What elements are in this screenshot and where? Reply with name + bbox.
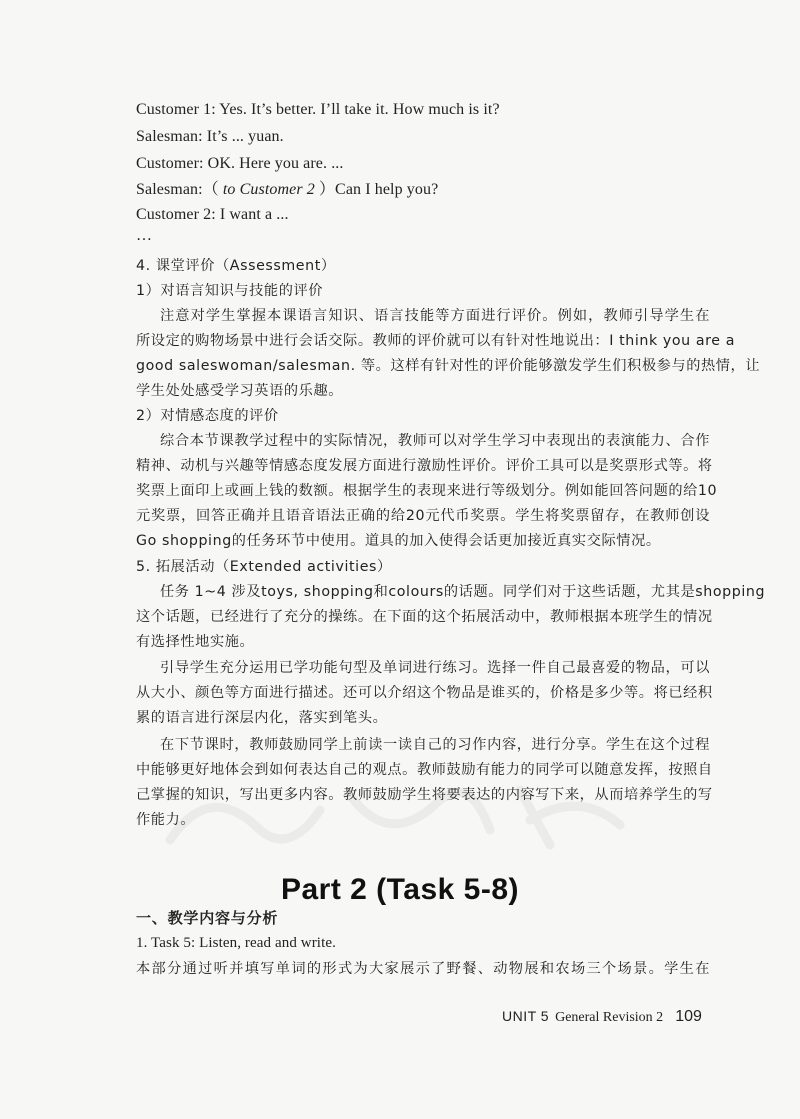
- subheading-knowledge-skills: 1）对语言知识与技能的评价: [136, 283, 324, 299]
- utterance: ）Can I help you?: [318, 181, 439, 198]
- paragraph-line: 精神、动机与兴趣等情感态度发展方面进行激励性评价。评价工具可以是奖票形式等。将: [136, 458, 713, 474]
- speaker: Salesman:: [136, 181, 203, 198]
- paragraph-line: 学生处处感受学习英语的乐趣。: [136, 383, 344, 399]
- paragraph-line: 综合本节课教学过程中的实际情况，教师可以对学生学习中表现出的表演能力、合作: [160, 433, 710, 449]
- page-number: 109: [675, 1008, 702, 1025]
- paragraph-line: 作能力。: [136, 812, 196, 828]
- dialogue-ellipsis: …: [136, 227, 153, 244]
- paragraph-line: 注意对学生掌握本课语言知识、语言技能等方面进行评价。例如，教师引导学生在: [160, 308, 710, 324]
- paragraph-line: 累的语言进行深层内化，落实到笔头。: [136, 710, 388, 726]
- paragraph-line: 元奖票，回答正确并且语音语法正确的给20元代币奖票。学生将奖票留存，在教师创设: [136, 508, 710, 524]
- dialogue-line: [136, 154, 344, 174]
- task-heading: 1. Task 5: Listen, read and write.: [136, 935, 336, 951]
- paragraph-line: 所设定的购物场景中进行会话交际。教师的评价就可以有针对性地说出：I think you are a: [136, 333, 736, 349]
- paragraph-line: good saleswoman/salesman. 等。这样有针对性的评价能够激发学生们积极参与的热情，让: [136, 358, 761, 374]
- stage-direction: to Customer 2: [218, 181, 319, 198]
- paragraph-line: 任务 1~4 涉及toys, shopping和colours的话题。同学们对于这些话题，尤其是shopping: [160, 584, 766, 600]
- paragraph-line: 本部分通过听并填写单词的形式为大家展示了野餐、动物展和农场三个场景。学生在: [136, 961, 710, 977]
- subheading-attitude: 2）对情感态度的评价: [136, 408, 279, 424]
- paren-open: （: [202, 181, 219, 198]
- speaker: Customer 2:: [136, 206, 216, 223]
- utterance: I want a ...: [215, 206, 289, 223]
- paragraph-line: Go shopping的任务环节中使用。道具的加入使得会话更加接近真实交际情况。: [136, 533, 661, 549]
- paragraph-line: 中能够更好地体会到如何表达自己的观点。教师鼓励有能力的同学可以随意发挥，按照自: [136, 762, 713, 778]
- footer-unit-title: General Revision 2: [555, 1010, 664, 1025]
- paragraph-line: 有选择性地实施。: [136, 634, 255, 650]
- speaker: Customer:: [136, 155, 204, 172]
- section-heading-extended: 5. 拓展活动（Extended activities）: [136, 559, 392, 575]
- paragraph-line: 奖票上面印上或画上钱的数额。根据学生的表现来进行等级划分。例如能回答问题的给10: [136, 483, 718, 499]
- utterance: Yes. It’s better. I’ll take it. How much is it?: [215, 101, 500, 118]
- speaker: Salesman:: [136, 128, 203, 145]
- speaker: Customer 1:: [136, 101, 216, 118]
- dialogue-line: [136, 180, 438, 200]
- section-heading-content-analysis: 一、教学内容与分析: [136, 909, 279, 927]
- paragraph-line: 引导学生充分运用已学功能句型及单词进行练习。选择一件自己最喜爱的物品，可以: [160, 660, 710, 676]
- paragraph-line: 从大小、颜色等方面进行描述。还可以介绍这个物品是谁买的，价格是多少等。将已经积: [136, 685, 713, 701]
- paragraph-line: 在下节课时，教师鼓励同学上前读一读自己的习作内容，进行分享。学生在这个过程: [160, 737, 710, 753]
- page-footer: [502, 1006, 702, 1028]
- section-heading-assessment: 4. 课堂评价（Assessment）: [136, 258, 336, 274]
- publisher-watermark: [150, 770, 650, 860]
- dialogue-line: [136, 205, 289, 225]
- part-title: Part 2 (Task 5-8): [280, 873, 520, 906]
- paragraph-line: 这个话题，已经进行了充分的操练。在下面的这个拓展活动中，教师根据本班学生的情况: [136, 609, 713, 625]
- utterance: It’s ... yuan.: [202, 128, 284, 145]
- footer-unit: UNIT 5: [502, 1008, 550, 1024]
- utterance: OK. Here you are. ...: [203, 155, 344, 172]
- dialogue-line: [136, 100, 500, 120]
- paragraph-line: 己掌握的知识，写出更多内容。教师鼓励学生将要表达的内容写下来，从而培养学生的写: [136, 787, 713, 803]
- dialogue-line: [136, 127, 284, 147]
